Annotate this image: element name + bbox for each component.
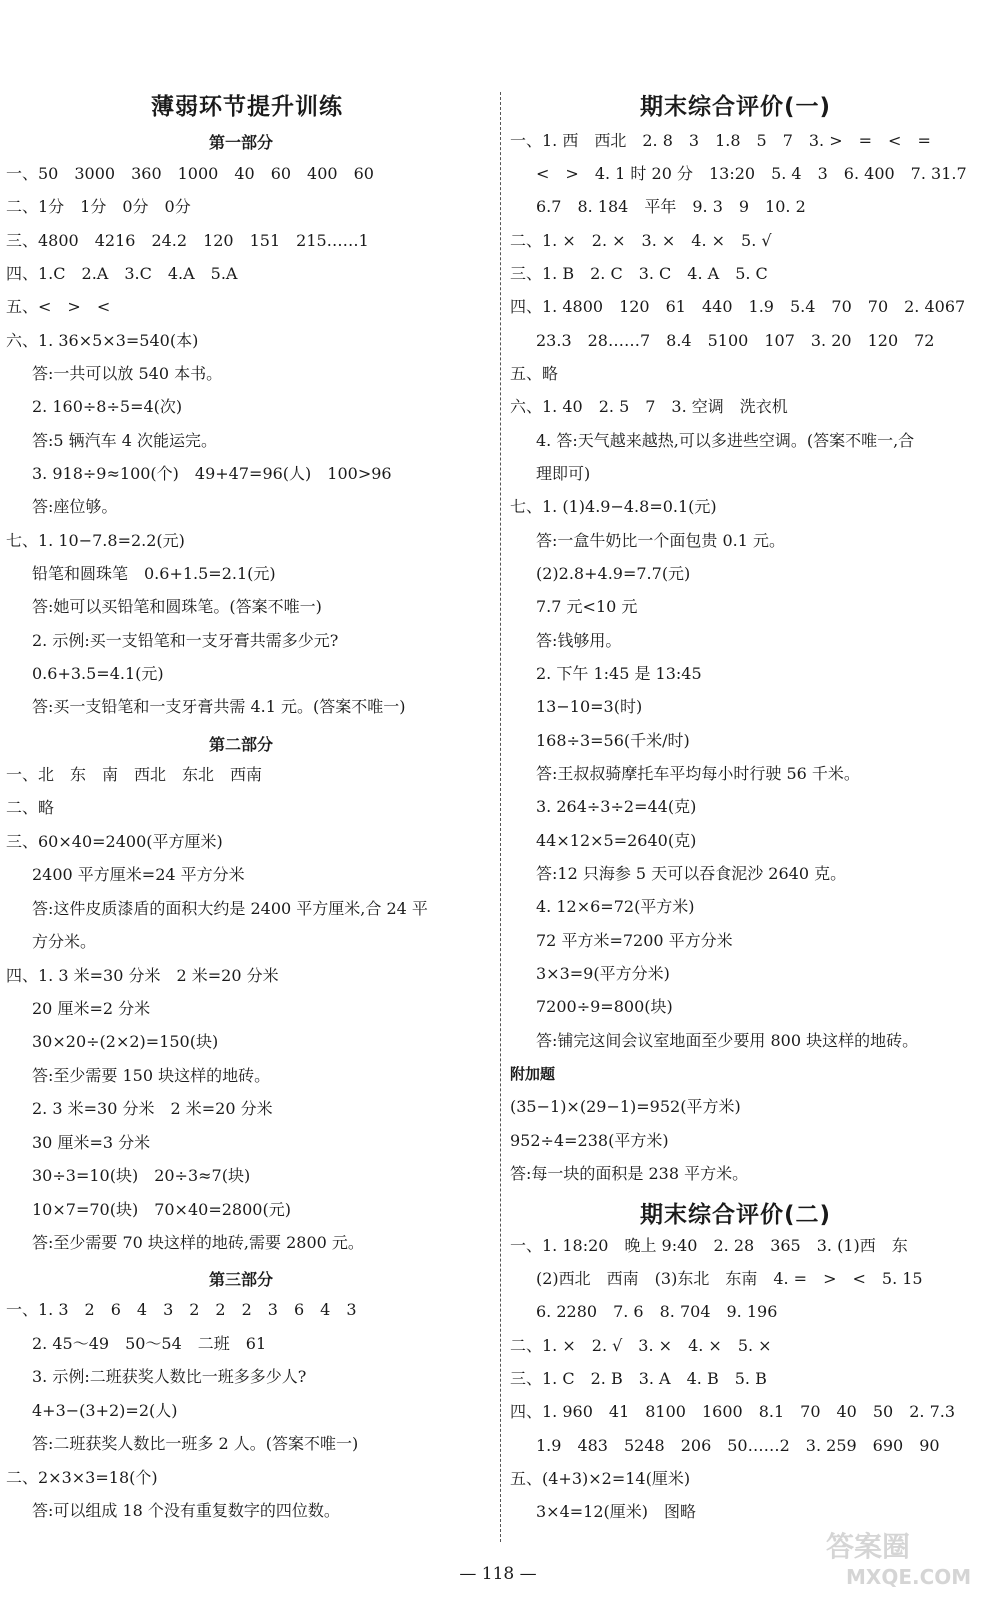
answer-line: 23.3 28……7 8.4 5100 107 3. 20 120 72 [536,331,935,350]
answer-line: 7200÷9=800(块) [536,997,673,1016]
answer-line: 30÷3=10(块) 20÷3≈7(块) [32,1166,251,1185]
answer-line: 3×4=12(厘米) 图略 [536,1502,697,1521]
part-3-heading: 第三部分 [209,1270,274,1289]
final-review-1-title: 期末综合评价(一) [640,94,832,120]
answer-line: 答:可以组成 18 个没有重复数字的四位数。 [32,1501,340,1520]
answer-line: < > 4. 1 时 20 分 13:20 5. 4 3 6. 400 7. 31.7 [536,164,967,183]
answer-line: 7.7 元<10 元 [536,597,638,616]
answer-line: 952÷4=238(平方米) [510,1131,669,1150]
answer-line: 2. 160÷8÷5=4(次) [32,397,183,416]
answer-line: 七、1. (1)4.9−4.8=0.1(元) [510,497,717,516]
bonus-heading: 附加题 [510,1065,556,1083]
answer-line: 2. 示例:买一支铅笔和一支牙膏共需多少元? [32,631,339,650]
answer-line: 2. 3 米=30 分米 2 米=20 分米 [32,1099,273,1118]
answer-line: 答:5 辆汽车 4 次能运完。 [32,431,218,450]
section-title-weak-points: 薄弱环节提升训练 [151,94,343,120]
answer-line: 答:二班获奖人数比一班多 2 人。(答案不唯一) [32,1434,359,1453]
answer-line: 五、< > < [6,297,111,316]
answer-line: 答:她可以买铅笔和圆珠笔。(答案不唯一) [32,597,322,616]
answer-line: 五、略 [510,364,559,383]
column-divider [500,92,501,1542]
answer-line: 3. 示例:二班获奖人数比一班多多少人? [32,1367,307,1386]
watermark-logo [816,1522,986,1592]
answer-line: 30×20÷(2×2)=150(块) [32,1032,219,1051]
answer-line: 44×12×5=2640(克) [536,831,697,850]
answer-line: 答:王叔叔骑摩托车平均每小时行驶 56 千米。 [536,764,860,783]
answer-line: 二、略 [6,798,55,817]
final-review-2-title: 期末综合评价(二) [640,1202,832,1228]
answer-line: 四、1.C 2.A 3.C 4.A 5.A [6,264,238,283]
answer-line: 六、1. 36×5×3=540(本) [6,331,199,350]
page-number: — 118 — [459,1564,537,1584]
answer-line: 三、1. C 2. B 3. A 4. B 5. B [510,1369,767,1388]
answer-line: 四、1. 960 41 8100 1600 8.1 70 40 50 2. 7.3 [510,1402,956,1421]
answer-line: 六、1. 40 2. 5 7 3. 空调 洗衣机 [510,397,788,416]
answer-line: 答:座位够。 [32,497,118,516]
answer-line: 答:每一块的面积是 238 平方米。 [510,1164,749,1183]
answer-line: 4. 12×6=72(平方米) [536,897,695,916]
answer-line: 七、1. 10−7.8=2.2(元) [6,531,185,550]
answer-line: 3. 264÷3÷2=44(克) [536,797,697,816]
answer-line: 答:这件皮质漆盾的面积大约是 2400 平方厘米,合 24 平 [32,899,428,918]
answer-line: 一、北 东 南 西北 东北 西南 [6,765,263,784]
answer-line: 1.9 483 5248 206 50……2 3. 259 690 90 [536,1436,940,1455]
answer-line: 三、4800 4216 24.2 120 151 215……1 [6,231,369,250]
answer-line: 0.6+3.5=4.1(元) [32,664,164,683]
answer-line: 理即可) [536,464,591,483]
answer-line: 4+3−(3+2)=2(人) [32,1401,178,1420]
answer-line: (35−1)×(29−1)=952(平方米) [510,1097,741,1116]
part-1-heading: 第一部分 [209,133,274,152]
answer-line: 20 厘米=2 分米 [32,999,151,1018]
answer-line: 四、1. 4800 120 61 440 1.9 5.4 70 70 2. 4067 [510,297,966,316]
answer-line: 答:至少需要 150 块这样的地砖。 [32,1066,271,1085]
answer-line: 一、1. 3 2 6 4 3 2 2 2 3 6 4 3 [6,1300,357,1319]
answer-line: 答:一共可以放 540 本书。 [32,364,223,383]
answer-line: 2400 平方厘米=24 平方分米 [32,865,245,884]
answer-line: 6.7 8. 184 平年 9. 3 9 10. 2 [536,197,806,216]
watermark-text: 答案圈 [826,1530,911,1563]
answer-line: 五、(4+3)×2=14(厘米) [510,1469,691,1488]
answer-line: 二、2×3×3=18(个) [6,1468,158,1487]
part-2-heading: 第二部分 [209,735,274,754]
answer-line: (2)2.8+4.9=7.7(元) [536,564,691,583]
answer-line: 3×3=9(平方分米) [536,964,670,983]
answer-line: 6. 2280 7. 6 8. 704 9. 196 [536,1302,778,1321]
answer-line: 2. 下午 1:45 是 13:45 [536,664,702,683]
answer-line: 一、50 3000 360 1000 40 60 400 60 [6,164,374,183]
answer-line: 答:买一支铅笔和一支牙膏共需 4.1 元。(答案不唯一) [32,697,406,716]
answer-line: 二、1. × 2. √ 3. × 4. × 5. × [510,1336,772,1355]
answer-line: 72 平方米=7200 平方分米 [536,931,733,950]
answer-line: 2. 45～49 50～54 二班 61 [32,1334,267,1353]
answer-line: 4. 答:天气越来越热,可以多进些空调。(答案不唯一,合 [536,431,915,450]
answer-line: 答:钱够用。 [536,631,622,650]
answer-line: 方分米。 [32,932,97,951]
answer-line: 答:12 只海参 5 天可以吞食泥沙 2640 克。 [536,864,847,883]
answer-line: 答:一盒牛奶比一个面包贵 0.1 元。 [536,531,786,550]
answer-line: 铅笔和圆珠笔 0.6+1.5=2.1(元) [32,564,276,583]
answer-line: 二、1分 1分 0分 0分 [6,197,191,216]
watermark-url: MXQE.COM [846,1565,972,1589]
answer-line: 13−10=3(时) [536,697,643,716]
answer-line: 168÷3=56(千米/时) [536,731,690,750]
answer-line: 答:铺完这间会议室地面至少要用 800 块这样的地砖。 [536,1031,919,1050]
answer-line: 10×7=70(块) 70×40=2800(元) [32,1200,291,1219]
answer-line: 三、60×40=2400(平方厘米) [6,832,223,851]
answer-line: 一、1. 18:20 晚上 9:40 2. 28 365 3. (1)西 东 [510,1236,908,1255]
answer-line: 3. 918÷9≈100(个) 49+47=96(人) 100>96 [32,464,392,483]
answer-line: 二、1. × 2. × 3. × 4. × 5. √ [510,231,772,250]
answer-line: 四、1. 3 米=30 分米 2 米=20 分米 [6,966,279,985]
answer-line: (2)西北 西南 (3)东北 东南 4. = > < 5. 15 [536,1269,923,1288]
answer-line: 三、1. B 2. C 3. C 4. A 5. C [510,264,768,283]
answer-line: 答:至少需要 70 块这样的地砖,需要 2800 元。 [32,1233,364,1252]
answer-line: 一、1. 西 西北 2. 8 3 1.8 5 7 3. > = < = [510,131,931,150]
answer-line: 30 厘米=3 分米 [32,1133,151,1152]
